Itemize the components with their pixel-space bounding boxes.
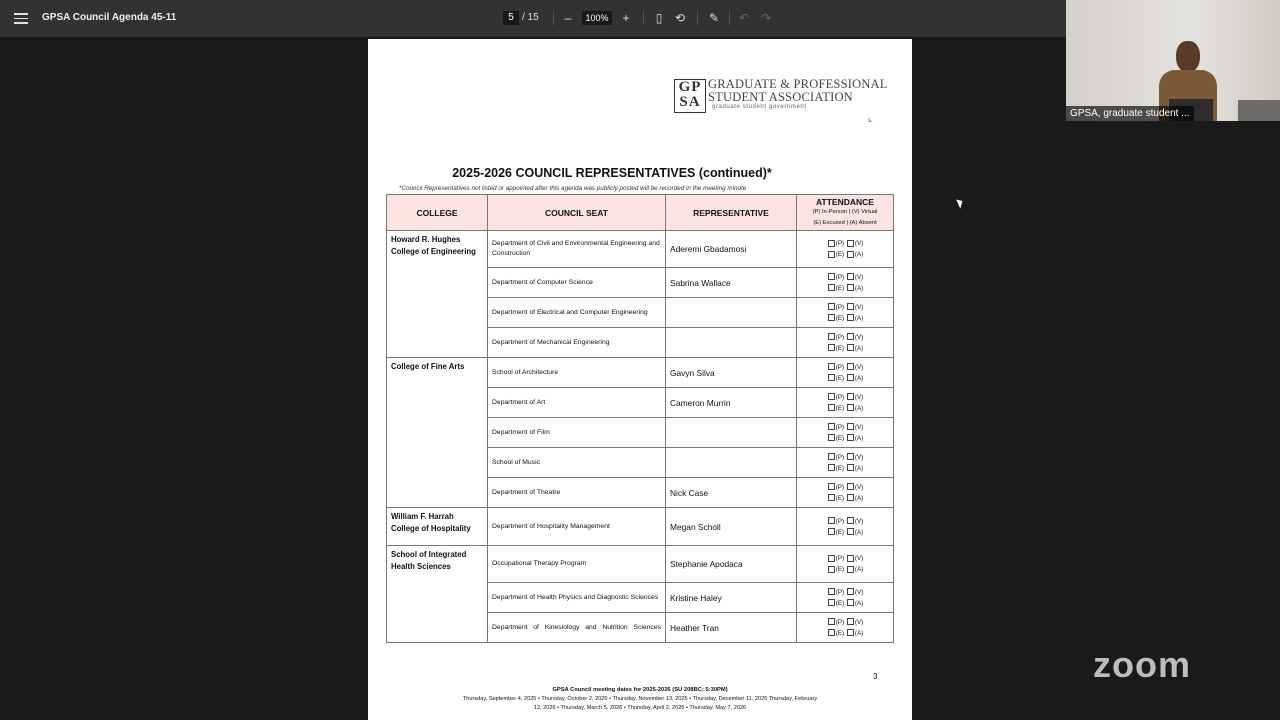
attendance-label-a: (A) (854, 629, 864, 637)
attendance-checkbox-e[interactable] (828, 374, 835, 381)
attendance-checkbox-e[interactable] (828, 284, 835, 291)
attendance-checkbox-a[interactable] (847, 464, 854, 471)
attendance-checkbox-p[interactable] (828, 423, 835, 430)
attendance-label-a: (A) (854, 434, 864, 442)
attendance-label-e: (E) (835, 314, 845, 322)
participant-name-tag: GPSA, graduate student ... (1066, 106, 1194, 121)
toolbar-divider (553, 11, 554, 25)
zoom-in-button[interactable]: + (622, 11, 630, 25)
attendance-checkbox-e[interactable] (828, 629, 835, 636)
rotate-icon[interactable]: ⟲ (674, 11, 686, 25)
attendance-line (797, 553, 893, 564)
attendance-label-p: (P) (835, 333, 845, 341)
council-seat: Department of Civil and Environmental Engineering and Construction (488, 231, 666, 268)
attendance-checkbox-p[interactable] (828, 555, 835, 562)
attendance-label-a: (A) (854, 374, 864, 382)
attendance-checkboxes (797, 298, 894, 328)
toolbar-divider (697, 11, 698, 25)
council-seat: Occupational Therapy Program (488, 546, 666, 583)
attendance-checkbox-p[interactable] (828, 240, 835, 247)
representative-name (666, 328, 797, 358)
attendance-checkbox-e[interactable] (828, 494, 835, 501)
representative-name (666, 418, 797, 448)
toolbar-divider (729, 11, 730, 25)
attendance-checkboxes (797, 508, 894, 546)
attendance-checkbox-a[interactable] (847, 599, 854, 606)
attendance-checkbox-v[interactable] (847, 240, 854, 247)
attendance-label-p: (P) (835, 393, 845, 401)
attendance-checkbox-p[interactable] (828, 303, 835, 310)
council-seat: Department of Film (488, 418, 666, 448)
council-seat: Department of Art (488, 388, 666, 418)
representative-name: Stephanie Apodaca (666, 546, 797, 583)
column-header-seat: COUNCIL SEAT (488, 195, 666, 231)
attendance-checkbox-e[interactable] (828, 528, 835, 535)
page-note: *Council Representatives not listed or appointed after this agenda was publicly posted will be recorded in the meeting minute (399, 185, 747, 192)
attendance-checkbox-v[interactable] (847, 555, 854, 562)
attendance-label-a: (A) (854, 528, 864, 536)
attendance-checkbox-e[interactable] (828, 566, 835, 573)
attendance-label-v: (V) (854, 453, 864, 461)
page-heading: 2025-2026 COUNCIL REPRESENTATIVES (continued)* (452, 166, 772, 180)
attendance-line (797, 373, 893, 384)
council-seat: Department of Theatre (488, 478, 666, 508)
attendance-checkboxes (797, 231, 894, 268)
zoom-watermark: zoom (1093, 644, 1191, 685)
attendance-checkbox-a[interactable] (847, 566, 854, 573)
attendance-label-e: (E) (835, 374, 845, 382)
attendance-label-a: (A) (854, 494, 864, 502)
attendance-label-a: (A) (854, 599, 864, 607)
document-page (368, 39, 912, 720)
document-title: GPSA Council Agenda 45-11 (42, 12, 177, 23)
table-row (387, 508, 894, 546)
attendance-checkboxes (797, 478, 894, 508)
attendance-checkbox-v[interactable] (847, 393, 854, 400)
attendance-line (797, 463, 893, 474)
attendance-title: ATTENDANCE (816, 196, 874, 207)
attendance-checkboxes (797, 546, 894, 583)
attendance-checkbox-p[interactable] (828, 393, 835, 400)
attendance-line (797, 527, 893, 538)
attendance-checkboxes (797, 613, 894, 643)
representative-name: Cameron Murrin (666, 388, 797, 418)
viewer-toolbar (0, 0, 1066, 37)
logo-mark-top: GP (678, 79, 702, 95)
attendance-label-a: (A) (854, 251, 864, 258)
attendance-checkboxes (797, 268, 894, 298)
representative-name: Heather Tran (666, 613, 797, 643)
toolbar-divider (643, 11, 644, 25)
attendance-legend-1: (P) In-Person | (V) Virtual (812, 208, 878, 215)
attendance-checkbox-p[interactable] (828, 618, 835, 625)
attendance-label-v: (V) (854, 363, 864, 371)
undo-icon[interactable]: ↶ (738, 11, 750, 25)
column-header-representative: REPRESENTATIVE (666, 195, 797, 231)
attendance-label-v: (V) (854, 333, 864, 341)
gpsa-mark (674, 79, 706, 113)
logo-line-1: GRADUATE & PROFESSIONAL (708, 77, 888, 91)
council-seat: School of Architecture (488, 358, 666, 388)
attendance-line (797, 628, 893, 639)
attendance-checkbox-a[interactable] (847, 374, 854, 381)
representative-name: Kristine Haley (666, 583, 797, 613)
attendance-label-a: (A) (854, 344, 864, 352)
council-seat: Department of Computer Science (488, 268, 666, 298)
attendance-checkbox-a[interactable] (847, 284, 854, 291)
attendance-label-a: (A) (854, 404, 864, 412)
column-header-college: COLLEGE (387, 195, 488, 231)
attendance-checkbox-a[interactable] (847, 434, 854, 441)
attendance-checkbox-e[interactable] (828, 434, 835, 441)
representative-name: Nick Case (666, 478, 797, 508)
attendance-label-e: (E) (835, 629, 845, 637)
attendance-line (797, 493, 893, 504)
attendance-checkboxes (797, 418, 894, 448)
attendance-line (797, 482, 893, 493)
attendance-checkbox-a[interactable] (847, 494, 854, 501)
attendance-line (797, 238, 893, 249)
attendance-label-p: (P) (835, 363, 845, 371)
attendance-label-e: (E) (835, 434, 845, 442)
table-header-row (387, 195, 894, 231)
column-header-attendance (797, 195, 894, 231)
table-row (387, 546, 894, 583)
attendance-label-p: (P) (835, 555, 845, 562)
attendance-checkbox-v[interactable] (847, 453, 854, 460)
attendance-label-e: (E) (835, 251, 845, 258)
attendance-line (797, 362, 893, 373)
attendance-line (797, 343, 893, 354)
attendance-label-v: (V) (854, 517, 864, 525)
attendance-checkbox-a[interactable] (847, 314, 854, 321)
attendance-line (797, 452, 893, 463)
representative-name: Sabrina Wallace (666, 268, 797, 298)
attendance-line (797, 313, 893, 324)
attendance-label-e: (E) (835, 528, 845, 536)
council-representatives-table (386, 194, 894, 643)
attendance-label-e: (E) (835, 284, 845, 292)
college-name: William F. Harrah College of Hospitality (387, 508, 488, 546)
attendance-line (797, 516, 893, 527)
attendance-checkbox-e[interactable] (828, 404, 835, 411)
representative-name: Megan Scholl (666, 508, 797, 546)
attendance-checkboxes (797, 358, 894, 388)
attendance-checkbox-v[interactable] (847, 363, 854, 370)
attendance-line (797, 272, 893, 283)
attendance-checkbox-v[interactable] (847, 333, 854, 340)
attendance-label-p: (P) (835, 618, 845, 626)
attendance-checkbox-e[interactable] (828, 344, 835, 351)
attendance-label-a: (A) (854, 566, 864, 573)
council-seat: Department of Electrical and Computer Engineering (488, 298, 666, 328)
attendance-checkbox-p[interactable] (828, 363, 835, 370)
attendance-checkbox-a[interactable] (847, 629, 854, 636)
attendance-line (797, 392, 893, 403)
attendance-line (797, 617, 893, 628)
attendance-line (797, 422, 893, 433)
meeting-dates-footer (368, 686, 912, 713)
attendance-label-p: (P) (835, 303, 845, 311)
attendance-label-e: (E) (835, 566, 845, 573)
attendance-label-a: (A) (854, 314, 864, 322)
attendance-label-v: (V) (854, 555, 864, 562)
header-mark: s. (868, 118, 873, 124)
attendance-label-a: (A) (854, 464, 864, 472)
college-name: School of Integrated Health Sciences (387, 546, 488, 643)
attendance-line (797, 564, 893, 575)
attendance-label-e: (E) (835, 344, 845, 352)
attendance-line (797, 598, 893, 609)
footer-dates-line-2: 12, 2026 • Thursday, March 5, 2026 • Thursday, April 2, 2026 • Thursday, May 7, 2026 (533, 705, 747, 711)
representative-name: Aderemi Gbadamosi (666, 231, 797, 268)
attendance-label-p: (P) (835, 240, 845, 247)
attendance-label-e: (E) (835, 404, 845, 412)
council-seat: School of Music (488, 448, 666, 478)
attendance-checkbox-v[interactable] (847, 517, 854, 524)
attendance-checkbox-v[interactable] (847, 588, 854, 595)
fit-page-icon[interactable]: ▯ (655, 11, 663, 25)
zoom-level-input[interactable]: 100% (582, 11, 612, 25)
attendance-checkbox-a[interactable] (847, 344, 854, 351)
council-seat: Department of Health Physics and Diagnostic Sciences (488, 583, 666, 613)
participant-head (1176, 41, 1200, 72)
mouse-cursor (956, 197, 965, 208)
attendance-checkbox-e[interactable] (828, 314, 835, 321)
menu-icon[interactable] (12, 10, 30, 26)
representative-name: Gavyn Silva (666, 358, 797, 388)
attendance-checkbox-v[interactable] (847, 273, 854, 280)
desk-items (1238, 100, 1280, 121)
attendance-label-p: (P) (835, 423, 845, 431)
council-seat: Department of Mechanical Engineering (488, 328, 666, 358)
footer-dates-line-1: Thursday, September 4, 2025 • Thursday, October 2, 2025 • Thursday, November 13, 2025 • Thursday, December 11, 2025 Thursday, February (462, 696, 818, 702)
attendance-legend-2: (E) Excused | (A) Absent (813, 219, 877, 226)
representative-name (666, 298, 797, 328)
attendance-checkbox-a[interactable] (847, 251, 854, 258)
attendance-line (797, 283, 893, 294)
attendance-label-e: (E) (835, 494, 845, 502)
attendance-checkbox-p[interactable] (828, 588, 835, 595)
attendance-checkbox-p[interactable] (828, 517, 835, 524)
attendance-label-v: (V) (854, 273, 864, 281)
attendance-checkboxes (797, 388, 894, 418)
attendance-checkbox-e[interactable] (828, 464, 835, 471)
attendance-checkbox-p[interactable] (828, 483, 835, 490)
zoom-out-button[interactable]: – (564, 11, 572, 25)
attendance-label-p: (P) (835, 273, 845, 281)
redo-icon[interactable]: ↷ (760, 11, 772, 25)
college-name: Howard R. Hughes College of Engineering (387, 231, 488, 358)
attendance-label-v: (V) (854, 618, 864, 626)
attendance-checkbox-v[interactable] (847, 483, 854, 490)
attendance-label-p: (P) (835, 453, 845, 461)
attendance-checkboxes (797, 328, 894, 358)
attendance-checkbox-p[interactable] (828, 453, 835, 460)
attendance-label-v: (V) (854, 588, 864, 596)
attendance-line (797, 332, 893, 343)
page-total: / 15 (522, 12, 539, 23)
attendance-line (797, 249, 893, 260)
attendance-checkbox-e[interactable] (828, 251, 835, 258)
attendance-label-v: (V) (854, 240, 864, 247)
attendance-checkboxes (797, 583, 894, 613)
attendance-checkbox-v[interactable] (847, 303, 854, 310)
attendance-label-v: (V) (854, 423, 864, 431)
council-seat: Department of Hospitality Management (488, 508, 666, 546)
attendance-label-p: (P) (835, 517, 845, 525)
attendance-label-a: (A) (854, 284, 864, 292)
page-number-input[interactable]: 5 (503, 11, 519, 25)
attendance-label-e: (E) (835, 599, 845, 607)
attendance-checkbox-p[interactable] (828, 333, 835, 340)
attendance-checkbox-v[interactable] (847, 423, 854, 430)
table-row (387, 358, 894, 388)
representative-name (666, 448, 797, 478)
footer-title: GPSA Council meeting dates for 2025-2026 (SU 208BC; 5:30PM) (552, 687, 728, 693)
attendance-line (797, 587, 893, 598)
attendance-label-v: (V) (854, 303, 864, 311)
college-name: College of Fine Arts (387, 358, 488, 508)
participant-video[interactable] (1066, 0, 1280, 121)
council-seat: Department of Kinesiology and Nutrition Sciences (488, 613, 666, 643)
logo-line-3: graduate student government (712, 104, 807, 110)
attendance-line (797, 433, 893, 444)
attendance-label-p: (P) (835, 483, 845, 491)
logo-mark-bottom: SA (679, 94, 701, 110)
table-row (387, 231, 894, 268)
attendance-line (797, 403, 893, 414)
attendance-label-e: (E) (835, 464, 845, 472)
attendance-line (797, 302, 893, 313)
attendance-checkbox-v[interactable] (847, 618, 854, 625)
attendance-checkbox-e[interactable] (828, 599, 835, 606)
attendance-checkboxes (797, 448, 894, 478)
attendance-checkbox-a[interactable] (847, 404, 854, 411)
attendance-label-v: (V) (854, 483, 864, 491)
draw-icon[interactable]: ✎ (708, 11, 720, 25)
logo-line-2: STUDENT ASSOCIATION (708, 90, 853, 104)
attendance-label-p: (P) (835, 588, 845, 596)
attendance-checkbox-p[interactable] (828, 273, 835, 280)
page-number: 3 (873, 672, 878, 681)
attendance-label-v: (V) (854, 393, 864, 401)
attendance-checkbox-a[interactable] (847, 528, 854, 535)
